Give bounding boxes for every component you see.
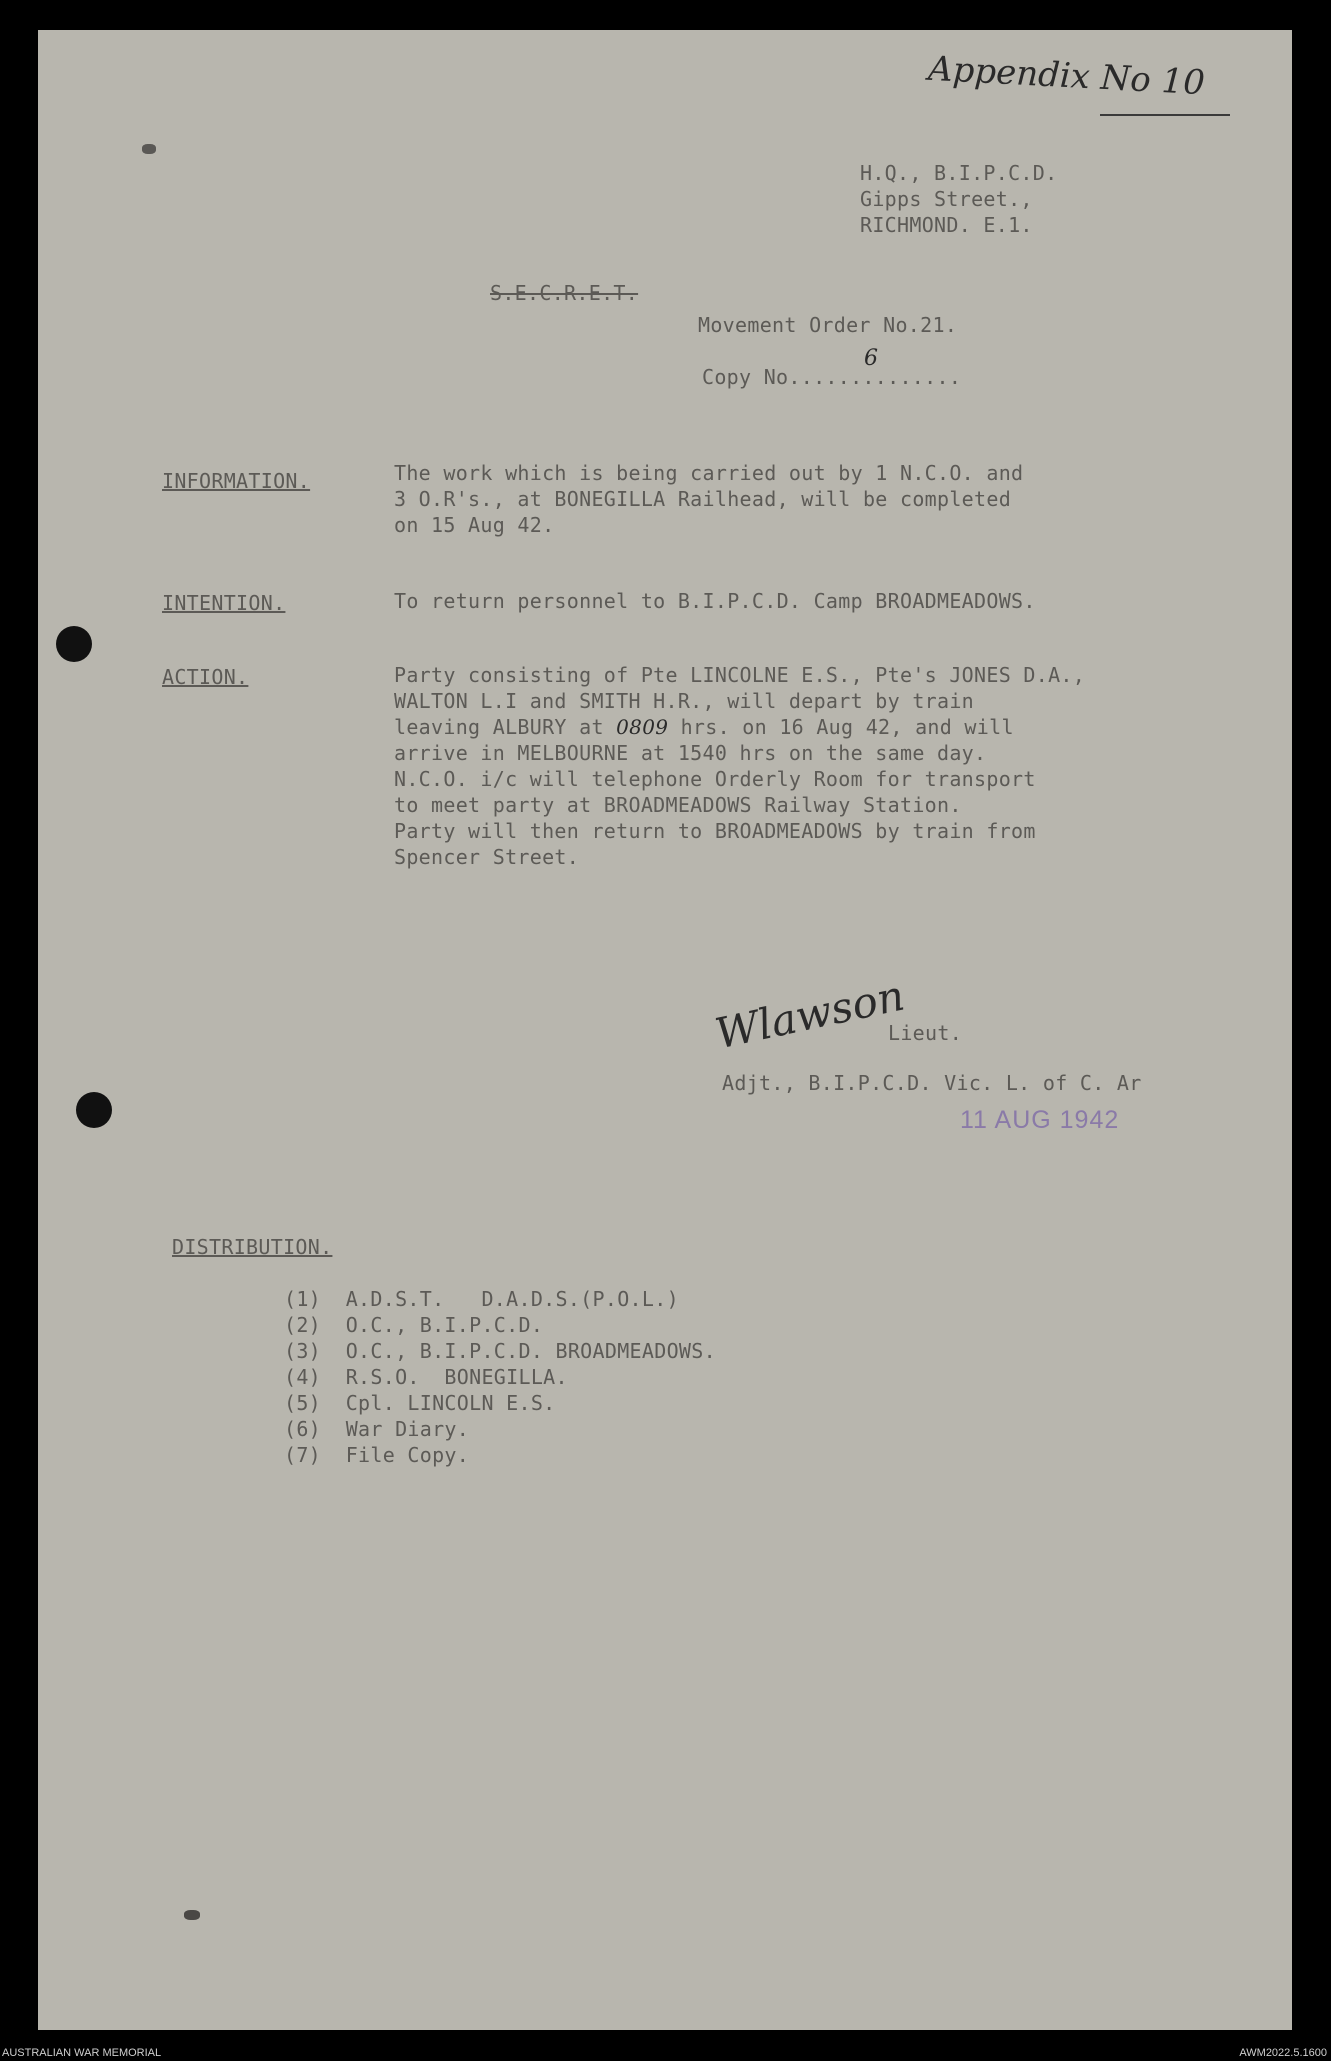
information-label: INFORMATION. xyxy=(162,469,311,493)
action-line-7: Party will then return to BROADMEADOWS by train from xyxy=(394,819,1036,843)
footer-credit: AUSTRALIAN WAR MEMORIAL xyxy=(2,2047,162,2059)
copy-label: Copy No xyxy=(702,365,789,389)
paper-mark-bottom xyxy=(184,1910,200,1920)
signature-title: Adjt., B.I.P.C.D. Vic. L. of C. Ar xyxy=(722,1071,1142,1095)
information-line-1: The work which is being carried out by 1 N.C.O. and xyxy=(394,461,1024,485)
distribution-item-3: (3) O.C., B.I.P.C.D. BROADMEADOWS. xyxy=(284,1339,716,1363)
distribution-label: DISTRIBUTION. xyxy=(172,1235,333,1259)
distribution-item-4: (4) R.S.O. BONEGILLA. xyxy=(284,1365,568,1389)
information-line-2: 3 O.R's., at BONEGILLA Railhead, will be completed xyxy=(394,487,1012,511)
information-line-3: on 15 Aug 42. xyxy=(394,513,555,537)
action-line-3 xyxy=(394,714,1014,740)
header-address-line-2: Gipps Street., xyxy=(860,187,1033,211)
distribution-item-7: (7) File Copy. xyxy=(284,1443,470,1467)
action-line-5: N.C.O. i/c will telephone Orderly Room for transport xyxy=(394,767,1036,791)
appendix-annotation: Appendix No 10 xyxy=(927,48,1206,104)
distribution-item-5: (5) Cpl. LINCOLN E.S. xyxy=(284,1391,556,1415)
copy-dots: .............. xyxy=(788,365,962,389)
intention-label: INTENTION. xyxy=(162,591,286,615)
punch-hole-top xyxy=(56,626,92,662)
header-address-line-1: H.Q., B.I.P.C.D. xyxy=(860,161,1058,185)
action-line-3-suffix: hrs. on 16 Aug 42, and will xyxy=(668,715,1014,739)
date-stamp: 11 AUG 1942 xyxy=(960,1106,1120,1134)
action-line-6: to meet party at BROADMEADOWS Railway Station. xyxy=(394,793,962,817)
classification: S.E.C.R.E.T. xyxy=(490,281,639,305)
header-address-line-3: RICHMOND. E.1. xyxy=(860,213,1033,237)
distribution-item-1: (1) A.D.S.T. D.A.D.S.(P.O.L.) xyxy=(284,1287,679,1311)
departure-time-handwritten: 0809 xyxy=(616,715,669,739)
action-line-1: Party consisting of Pte LINCOLNE E.S., Pte's JONES D.A., xyxy=(394,663,1086,687)
distribution-item-6: (6) War Diary. xyxy=(284,1417,470,1441)
punch-hole-bottom xyxy=(76,1092,112,1128)
action-label: ACTION. xyxy=(162,665,249,689)
movement-order-title: Movement Order No.21. xyxy=(698,313,958,337)
action-line-3-prefix: leaving ALBURY at xyxy=(394,715,617,739)
distribution-item-2: (2) O.C., B.I.P.C.D. xyxy=(284,1313,544,1337)
copy-number-line xyxy=(702,364,961,390)
signature-rank: Lieut. xyxy=(888,1021,963,1045)
action-line-2: WALTON L.I and SMITH H.R., will depart by train xyxy=(394,689,975,713)
appendix-underline xyxy=(1100,114,1230,116)
action-line-4: arrive in MELBOURNE at 1540 hrs on the same day. xyxy=(394,741,987,765)
signature: Wlawson xyxy=(710,970,909,1059)
action-line-8: Spencer Street. xyxy=(394,845,580,869)
intention-line-1: To return personnel to B.I.P.C.D. Camp BROADMEADOWS. xyxy=(394,589,1036,613)
copy-number-handwritten: 6 xyxy=(864,346,878,371)
paper-mark-top xyxy=(142,144,156,154)
document-page xyxy=(38,30,1292,2030)
footer-accession: AWM2022.5.1600 xyxy=(1239,2047,1327,2059)
